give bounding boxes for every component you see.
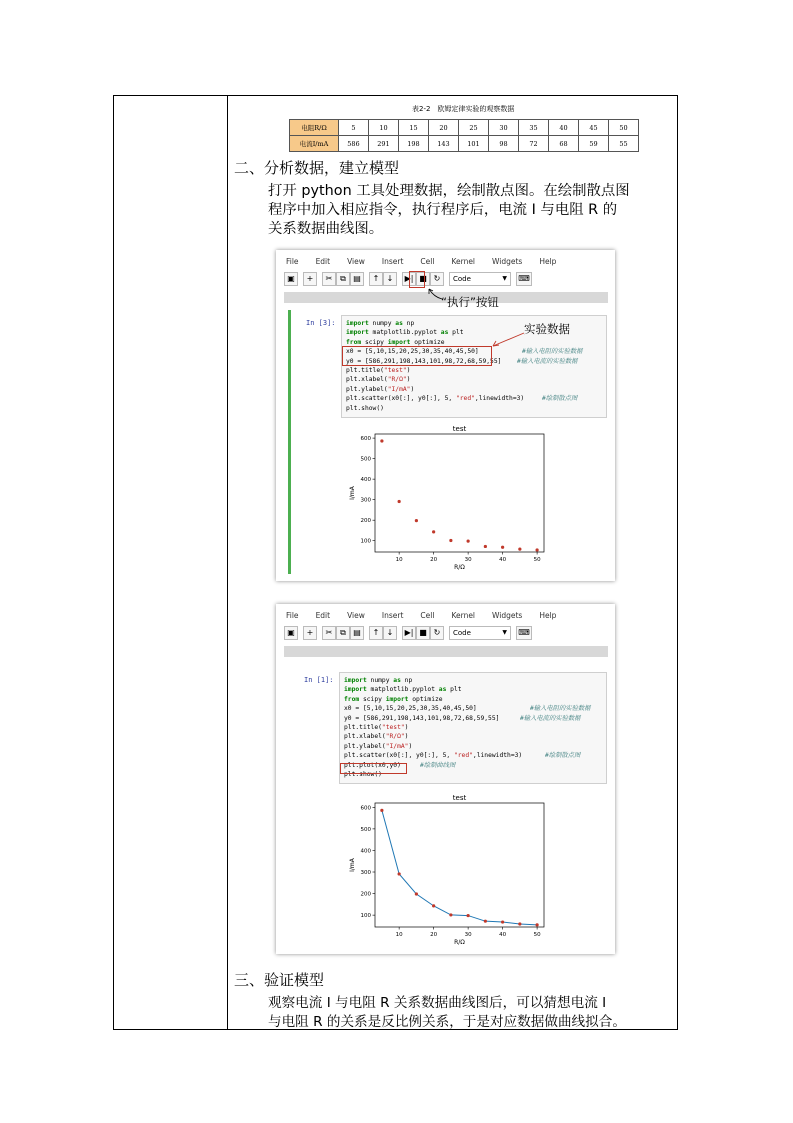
menu-bar [286, 611, 573, 620]
move-down-icon[interactable]: ↓ [383, 272, 397, 286]
keyboard-icon[interactable]: ⌨ [516, 626, 532, 640]
data-arrow-icon [490, 331, 528, 349]
move-up-icon[interactable]: ↑ [369, 626, 383, 640]
menu-widgets[interactable]: Widgets [492, 257, 523, 266]
menu-edit[interactable]: Edit [315, 611, 331, 620]
data-point [449, 913, 452, 916]
row-header: 电流I/mA [290, 136, 339, 152]
data-point [398, 872, 401, 875]
save-icon[interactable]: ▣ [284, 626, 298, 640]
run-button-highlight [409, 271, 425, 288]
table-cell: 25 [459, 120, 489, 136]
cut-icon[interactable]: ✂ [322, 626, 336, 640]
column-divider [227, 96, 228, 1029]
menu-cell[interactable]: Cell [420, 257, 435, 266]
x-tick-label: 40 [499, 932, 507, 938]
y-tick-label: 600 [360, 436, 371, 443]
menu-widgets[interactable]: Widgets [492, 611, 523, 620]
table-cell: 101 [459, 136, 489, 152]
table-cell: 5 [339, 120, 369, 136]
move-down-icon[interactable]: ↓ [383, 626, 397, 640]
cut-icon[interactable]: ✂ [322, 272, 336, 286]
data-point [432, 904, 435, 907]
table-cell: 68 [549, 136, 579, 152]
table-cell: 35 [519, 120, 549, 136]
scatter-chart [339, 420, 564, 572]
y-tick-label: 300 [360, 870, 371, 877]
menu-insert[interactable]: Insert [381, 257, 404, 266]
y-tick-label: 100 [360, 538, 371, 545]
data-point [536, 548, 539, 551]
data-point [380, 439, 383, 442]
restart-icon[interactable]: ↻ [430, 626, 444, 640]
menu-help[interactable]: Help [539, 257, 557, 266]
data-highlight-box [342, 346, 492, 366]
notebook-screenshot-2 [276, 604, 615, 954]
chart-title: test [452, 794, 467, 802]
table-cell: 291 [369, 136, 399, 152]
table-cell: 198 [399, 136, 429, 152]
y-tick-label: 400 [360, 848, 371, 855]
x-axis-label: R/Ω [454, 939, 465, 946]
table-cell: 50 [609, 120, 639, 136]
data-point [380, 809, 383, 812]
plot-area [375, 803, 544, 927]
data-point [501, 546, 504, 549]
x-axis-label: R/Ω [454, 564, 465, 571]
section2-line-2: 程序中加入相应指令，执行程序后，电流 I 与电阻 R 的 [268, 202, 618, 218]
table-cell: 15 [399, 120, 429, 136]
x-tick-label: 20 [430, 932, 438, 938]
add-cell-icon[interactable]: + [303, 626, 317, 640]
run-icon[interactable]: ▶| [402, 626, 416, 640]
data-point [484, 920, 487, 923]
x-tick-label: 10 [395, 557, 403, 563]
cell-type-select[interactable]: Code ▼ [449, 272, 511, 286]
table-cell: 20 [429, 120, 459, 136]
section2-line-3: 关系数据曲线图。 [268, 221, 384, 237]
table-cell: 10 [369, 120, 399, 136]
menu-cell[interactable]: Cell [420, 611, 435, 620]
header-divider-bar [284, 646, 608, 657]
menu-file[interactable]: File [286, 611, 299, 620]
copy-icon[interactable]: ⧉ [336, 272, 350, 286]
menu-bar [286, 257, 573, 266]
data-point [518, 922, 521, 925]
observation-table [289, 119, 639, 152]
x-tick-label: 50 [533, 932, 541, 938]
plot-line-highlight [340, 763, 407, 774]
table-cell: 72 [519, 136, 549, 152]
keyboard-icon[interactable]: ⌨ [516, 272, 532, 286]
menu-file[interactable]: File [286, 257, 299, 266]
data-point [501, 920, 504, 923]
data-point [518, 548, 521, 551]
code-cell[interactable]: import numpy as np import matplotlib.pyplot as plt from scipy import optimize x0 = [5,10,15,20,25,30,35,40,45,50] #输入电阻的实验数据 y0 = [586,291,198,143,101,98,72,68,59,55] #输入电流的实验数据 plt.title("test") plt.xlabel("R/Ω") plt.ylabel("I/mA") plt.scatter(x0[:], y0[:], 5, "red",linewidth=3) #绘制散点图 plt.show() [341, 315, 607, 418]
y-tick-label: 300 [360, 497, 371, 504]
y-axis-label: I/mA [349, 858, 356, 872]
code-cell[interactable]: import numpy as np import matplotlib.pyplot as plt from scipy import optimize x0 = [5,10,15,20,25,30,35,40,45,50] #输入电阻的实验数据 y0 = [586,291,198,143,101,98,72,68,59,55] #输入电流的实验数据 plt.title("test") plt.xlabel("R/Ω") plt.ylabel("I/mA") plt.scatter(x0[:], y0[:], 5, "red",linewidth=3) #绘制散点图 plt.plot(x0,y0) #绘制曲线图 plt.show() [339, 672, 607, 784]
stop-icon[interactable]: ■ [416, 626, 430, 640]
stop-icon[interactable]: ■ [416, 272, 430, 286]
table-cell: 40 [549, 120, 579, 136]
annotation-arrow-icon [426, 286, 446, 302]
menu-help[interactable]: Help [539, 611, 557, 620]
x-tick-label: 30 [464, 557, 472, 563]
y-axis-label: I/mA [349, 486, 356, 500]
table-cell: 143 [429, 136, 459, 152]
plot-area [375, 434, 544, 552]
line-chart [339, 789, 564, 947]
run-button-annotation: “执行”按钮 [441, 295, 499, 309]
data-point [398, 500, 401, 503]
y-tick-label: 100 [360, 913, 371, 920]
x-tick-label: 50 [533, 557, 541, 563]
x-tick-label: 10 [395, 932, 403, 938]
data-point [467, 914, 470, 917]
table-cell: 55 [609, 136, 639, 152]
menu-kernel[interactable]: Kernel [451, 611, 476, 620]
y-tick-label: 200 [360, 891, 371, 898]
menu-kernel[interactable]: Kernel [451, 257, 476, 266]
x-tick-label: 30 [464, 932, 472, 938]
data-point [449, 539, 452, 542]
notebook-screenshot-1 [276, 250, 615, 581]
cell-prompt: In [3]: [306, 319, 336, 327]
data-point [415, 519, 418, 522]
restart-icon[interactable]: ↻ [430, 272, 444, 286]
menu-insert[interactable]: Insert [381, 611, 404, 620]
section2-line-1: 打开 python 工具处理数据，绘制散点图。在绘制散点图 [268, 183, 630, 199]
table-cell: 98 [489, 136, 519, 152]
cell-type-select[interactable]: Code ▼ [449, 626, 511, 640]
section2-heading: 二、分析数据，建立模型 [234, 159, 400, 177]
save-icon[interactable]: ▣ [284, 272, 298, 286]
table-cell: 45 [579, 120, 609, 136]
data-point [536, 923, 539, 926]
x-tick-label: 40 [499, 557, 507, 563]
y-tick-label: 500 [360, 456, 371, 463]
table-cell: 30 [489, 120, 519, 136]
copy-icon[interactable]: ⧉ [336, 626, 350, 640]
row-header: 电阻R/Ω [290, 120, 339, 136]
chart-title: test [452, 425, 467, 433]
data-annotation: 实验数据 [524, 322, 570, 336]
run-icon[interactable]: ▶| [402, 272, 416, 286]
data-point [484, 545, 487, 548]
menu-view[interactable]: View [347, 257, 365, 266]
table-cell: 59 [579, 136, 609, 152]
table-row [290, 120, 639, 136]
cell-prompt: In [1]: [304, 676, 334, 684]
y-tick-label: 600 [360, 805, 371, 812]
data-point [432, 530, 435, 533]
add-cell-icon[interactable]: + [303, 272, 317, 286]
paste-icon[interactable]: ▤ [350, 626, 364, 640]
menu-view[interactable]: View [347, 611, 365, 620]
data-point [467, 540, 470, 543]
table-row [290, 136, 639, 152]
x-tick-label: 20 [430, 557, 438, 563]
y-tick-label: 200 [360, 518, 371, 525]
selected-cell-edge [288, 310, 291, 574]
table-cell: 586 [339, 136, 369, 152]
y-tick-label: 500 [360, 826, 371, 833]
data-point [415, 892, 418, 895]
section3-line-2: 与电阻 R 的关系是反比例关系，于是对应数据做曲线拟合。 [268, 1014, 626, 1030]
move-up-icon[interactable]: ↑ [369, 272, 383, 286]
menu-edit[interactable]: Edit [315, 257, 331, 266]
section3-heading: 三、验证模型 [234, 971, 325, 989]
y-tick-label: 400 [360, 477, 371, 484]
paste-icon[interactable]: ▤ [350, 272, 364, 286]
table-caption: 表2-2 欧姆定律实验的观察数据 [412, 105, 515, 113]
section3-line-1: 观察电流 I 与电阻 R 关系数据曲线图后，可以猜想电流 I [268, 995, 607, 1011]
